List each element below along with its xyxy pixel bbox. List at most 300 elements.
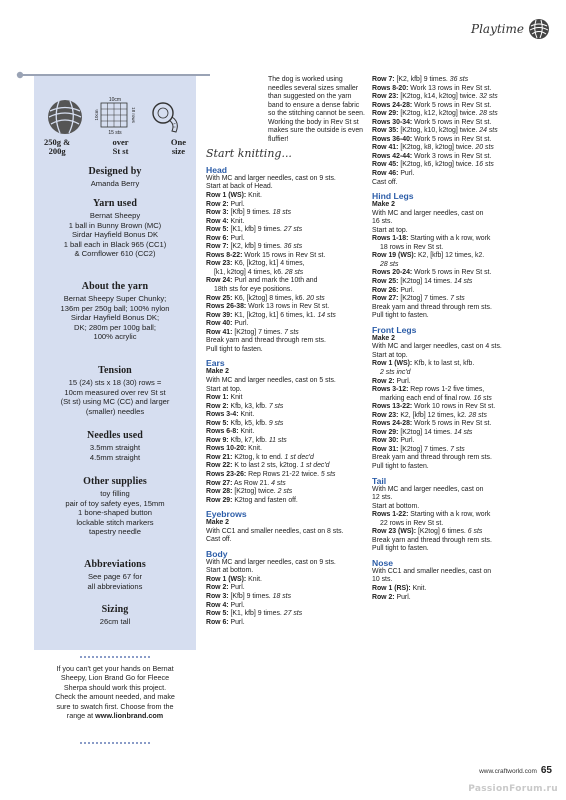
row-label: Row 3:: [206, 209, 229, 217]
row-instruction: [K2tog, k10, k2tog] twice.: [398, 127, 480, 135]
tension-section: [38, 365, 192, 416]
row-instruction: With MC and larger needles, cast on: [372, 209, 484, 217]
row-instruction: Work 10 rows in Rev St st.: [412, 403, 496, 411]
section-line: 10cm measured over rev St st: [64, 387, 166, 397]
row-label: Row 1:: [206, 394, 229, 402]
stitch-count: 18 sts: [272, 209, 292, 217]
section-line: tapestry needle: [89, 527, 141, 537]
row-label: Row 6:: [206, 234, 229, 242]
section-body: [38, 443, 192, 462]
section-line: 15 (24) sts x 18 (30) rows =: [68, 378, 162, 387]
row-instruction: Rep rows 1-2 five times,: [408, 386, 485, 394]
row-label: Rows 36-40:: [372, 135, 413, 143]
pattern-line: [206, 320, 366, 329]
row-label: Rows 30-34:: [372, 118, 413, 126]
section-body: [38, 294, 192, 342]
row-instruction: [K1, kfb] 9 times.: [228, 226, 284, 234]
row-label: Row 3:: [206, 592, 229, 600]
row-label: Row 7:: [372, 76, 395, 83]
row-label: Row 31:: [372, 445, 399, 453]
abbreviations-section: [38, 559, 192, 591]
section-line: 3.5mm straight: [89, 443, 141, 452]
stitch-count: 7 sts: [268, 402, 284, 410]
page-footer: [479, 765, 552, 776]
pattern-line: [206, 403, 366, 412]
pattern-line: [206, 462, 366, 471]
pattern-line: [206, 593, 366, 602]
row-instruction: Purl and mark the 10th and: [232, 277, 318, 285]
section-line: 1 ball in Bunny Brown (MC): [68, 220, 162, 230]
pattern-line: [206, 602, 366, 611]
row-label: Row 22:: [206, 462, 233, 470]
pattern-line: [206, 329, 366, 338]
make-count: Make 2: [372, 201, 395, 209]
row-instruction: [K2tog] 14 times.: [398, 428, 454, 436]
pattern-column-2: [372, 76, 552, 602]
row-instruction: 10 sts.: [372, 576, 393, 584]
substitution-note: [34, 664, 196, 720]
pattern-line: [372, 76, 552, 85]
row-label: Row 23:: [372, 411, 399, 419]
pattern-line: [372, 545, 552, 554]
row-instruction: With MC and larger needles, cast on: [372, 485, 484, 493]
stitch-count: 27 sts: [283, 226, 303, 234]
gauge-square-icon: [89, 94, 141, 136]
row-instruction: [Kfb] 9 times.: [228, 592, 273, 600]
page-number: 65: [540, 765, 552, 776]
yarn-ball-icon: [46, 98, 84, 136]
section-line: 4.5mm straight: [89, 452, 141, 462]
divider-top: [80, 656, 150, 659]
row-label: Row 2:: [206, 402, 229, 410]
row-label: Row 39:: [206, 311, 233, 319]
row-instruction: Work 5 rows in Rev St st.: [412, 118, 492, 126]
stitch-count: 28 sts: [479, 110, 498, 118]
pattern-line: [372, 528, 552, 537]
knitting-needle-icon: [14, 71, 210, 79]
stitch-count: 36 sts: [449, 76, 469, 83]
row-instruction: As Row 21.: [232, 479, 272, 487]
row-label: Row 28:: [206, 488, 233, 496]
row-label: Rows 42-44:: [372, 152, 413, 160]
row-instruction: Break yarn and thread through rem sts.: [206, 337, 326, 345]
pattern-line: [206, 269, 366, 278]
row-label: Row 4:: [206, 601, 229, 609]
pattern-line: [372, 304, 552, 313]
pattern-line: [372, 85, 552, 94]
sizing-section: [38, 604, 192, 627]
section-body: [38, 179, 192, 189]
row-instruction: Kfb, k3, kfb.: [228, 402, 269, 410]
row-instruction: marking each end of final row.: [380, 394, 474, 402]
row-instruction: Work 5 rows in Rev St st.: [412, 135, 492, 143]
stitch-count: 2 sts inc'd: [380, 368, 411, 376]
section-title: Other supplies: [83, 476, 147, 487]
row-instruction: Purl.: [398, 286, 415, 294]
pattern-line: [372, 463, 552, 472]
divider-bottom: [80, 742, 150, 745]
pattern-line: [372, 594, 552, 603]
row-instruction: With MC and larger needles, cast on 9 sts.: [206, 174, 336, 182]
row-instruction: Purl.: [232, 320, 249, 328]
pattern-line: [372, 153, 552, 162]
row-label: Rows 13-22:: [372, 403, 413, 411]
pattern-line: [372, 454, 552, 463]
pattern-line: [372, 446, 552, 455]
row-label: Rows 8-20:: [372, 84, 409, 92]
pattern-line: [206, 394, 366, 403]
other-supplies-section: [38, 476, 192, 537]
row-instruction: With CC1 and smaller needles, cast on: [372, 567, 492, 575]
row-instruction: Purl.: [398, 170, 415, 178]
section-line: all abbreviations: [87, 581, 143, 591]
row-instruction: K2tog and fasten off.: [232, 496, 298, 504]
row-instruction: Start at back of Head.: [206, 183, 273, 191]
pattern-heading: Ears: [206, 358, 225, 369]
pattern-line: [206, 584, 366, 593]
row-instruction: Start at top.: [372, 351, 408, 359]
row-label: Row 25:: [206, 294, 233, 302]
intro-text: The dog is worked using needles several sizes smaller than suggested on the yarn band to ensure a dense fabric so the stitching cannot be seen. Working the body in Rev St st makes sure the outside is even fluffier!: [268, 76, 365, 143]
pattern-line: [206, 567, 366, 576]
row-instruction: Kfb, k7, kfb.: [228, 436, 269, 444]
pattern-line: [206, 420, 366, 429]
row-instruction: Purl.: [228, 200, 245, 208]
stitch-count: 28 sts: [284, 268, 304, 276]
pattern-line: [372, 127, 552, 136]
section-title: Abbreviations: [84, 559, 146, 570]
tape-measure-icon: [146, 98, 184, 136]
section-title: Designed by: [88, 166, 142, 177]
stitch-count: 20 sts: [306, 294, 325, 302]
row-instruction: Knit: [228, 394, 243, 402]
section-line: 100% acrylic: [93, 332, 137, 342]
section-line: See page 67 for: [87, 572, 143, 581]
section-line: Bernat Sheepy Super Chunky;: [63, 294, 167, 303]
note-line: range at: [66, 711, 96, 721]
section-line: Sirdar Hayfield Bonus DK: [71, 230, 159, 240]
row-instruction: K to last 2 sts, k2tog.: [232, 462, 301, 470]
pattern-heading: Hind Legs: [372, 191, 414, 202]
section-line: 136m per 250g ball; 100% nylon: [60, 303, 170, 313]
row-instruction: 16 sts.: [372, 218, 393, 226]
section-title: Sizing: [101, 604, 129, 615]
section-line: Sirdar Hayfield Bonus DK;: [70, 313, 160, 323]
row-instruction: 18th sts for eye positions.: [214, 286, 293, 294]
note-line: sure to swatch first. Choose from the: [56, 701, 174, 711]
row-instruction: Pull tight to fasten.: [372, 462, 429, 470]
make-count: Make 2: [206, 519, 229, 527]
svg-text:15 sts: 15 sts: [108, 130, 122, 136]
row-label: Row 9:: [206, 436, 229, 444]
row-instruction: [K2tog] twice.: [232, 488, 278, 496]
section-body: [38, 211, 192, 259]
row-instruction: K2tog, k to end.: [232, 453, 285, 461]
pattern-line: [372, 494, 552, 503]
row-instruction: Break yarn and thread through rem sts.: [372, 536, 492, 544]
stitch-count: 14 sts: [317, 311, 336, 319]
row-label: Row 30:: [372, 437, 399, 445]
stitch-count: 20 sts: [475, 144, 494, 152]
row-instruction: Purl.: [228, 584, 245, 592]
section-line: 26cm tall: [99, 617, 131, 626]
brand-name: Playtime: [471, 22, 524, 36]
note-line: If you can't get your hands on Bernat: [56, 664, 174, 673]
section-line: toy filling: [100, 489, 130, 498]
pattern-heading: Tail: [372, 475, 387, 486]
row-label: Row 5:: [206, 419, 229, 427]
row-instruction: K1, [k2tog, k1] 6 times, k1.: [232, 311, 318, 319]
row-label: Row 2:: [372, 593, 395, 601]
row-label: Row 2:: [206, 584, 229, 592]
spec-size: One size: [170, 137, 186, 156]
section-line: & Cornflower 610 (CC2): [74, 249, 156, 259]
row-label: Row 1 (WS):: [372, 360, 413, 368]
row-instruction: Break yarn and thread through rem sts.: [372, 454, 492, 462]
row-instruction: Knit.: [228, 217, 245, 225]
section-line: 1 bone-shaped button: [78, 508, 152, 518]
pattern-line: [372, 218, 552, 227]
section-line: Bernat Sheepy: [89, 211, 141, 220]
pattern-heading: Head: [206, 164, 228, 175]
pattern-line: [206, 226, 366, 235]
section-body: [38, 489, 192, 537]
row-instruction: Cast off.: [206, 536, 232, 544]
row-label: Rows 23-26:: [206, 470, 247, 478]
row-label: Row 1 (RS):: [372, 584, 411, 592]
section-title: About the yarn: [81, 281, 149, 292]
pattern-line: [372, 144, 552, 153]
row-instruction: Knit.: [238, 411, 255, 419]
row-instruction: [K2tog] 14 times.: [398, 278, 454, 286]
row-label: Rows 26-38:: [206, 303, 247, 311]
pattern-line: [206, 536, 366, 545]
pattern-line: [372, 261, 552, 270]
row-label: Row 41:: [206, 328, 233, 336]
row-label: Row 2:: [206, 200, 229, 208]
section-line: 1 ball each in Black 965 (CC1): [63, 239, 167, 249]
section-body: [38, 572, 192, 591]
section-title: Tension: [98, 365, 132, 376]
pattern-column-1: [206, 76, 366, 627]
row-instruction: Start at top.: [206, 385, 242, 393]
pattern-heading: Body: [206, 548, 228, 559]
row-label: Row 27:: [372, 295, 399, 303]
row-instruction: Pull tight to fasten.: [372, 545, 429, 553]
pattern-line: [206, 346, 366, 355]
stitch-count: 28 sts: [468, 411, 487, 419]
stitch-count: 16 sts: [473, 394, 492, 402]
pattern-line: [206, 386, 366, 395]
pattern-line: [206, 437, 366, 446]
row-instruction: [K2tog, k6, k2tog] twice.: [398, 161, 476, 169]
svg-text:10cm: 10cm: [94, 109, 99, 121]
pattern-line: [372, 576, 552, 585]
pattern-line: [372, 210, 552, 219]
pattern-line: [372, 170, 552, 179]
pattern-line: [372, 343, 552, 352]
row-instruction: 18 rows in Rev St st.: [380, 243, 444, 251]
pattern-heading: Front Legs: [372, 324, 417, 335]
stitch-count: 36 sts: [283, 243, 303, 251]
footer-url: www.craftworld.com: [479, 768, 537, 775]
section-title: Yarn used: [93, 198, 137, 209]
pattern-line: [372, 585, 552, 594]
stitch-count: 2 sts: [277, 488, 293, 496]
row-label: Row 23 (WS):: [372, 528, 417, 536]
stitch-count: 5 sts: [320, 470, 336, 478]
note-line: Sherpa should work this project.: [63, 682, 167, 692]
make-count: Make 2: [372, 334, 395, 342]
pattern-line: [206, 411, 366, 420]
pattern-line: [372, 395, 552, 404]
row-label: Row 46:: [372, 170, 399, 178]
spec-gauge: over St st: [112, 137, 129, 156]
row-instruction: Cast off.: [372, 178, 398, 186]
row-instruction: Rep Rows 21-22 twice.: [246, 470, 321, 478]
make-count: Make 2: [206, 368, 229, 376]
stitch-count: 1 st dec'd: [300, 462, 330, 470]
pattern-line: [206, 480, 366, 489]
row-label: Row 29:: [206, 496, 233, 504]
svg-text:18 rows: 18 rows: [131, 107, 136, 123]
row-label: Rows 3-12:: [372, 386, 409, 394]
row-label: Rows 20-24:: [372, 269, 413, 277]
section-line: (St st) using MC (CC) and larger: [60, 397, 170, 407]
pattern-line: [372, 269, 552, 278]
row-label: Row 21:: [206, 453, 233, 461]
pattern-line: [206, 619, 366, 628]
row-label: Row 23:: [372, 93, 399, 101]
row-label: Row 25:: [372, 278, 399, 286]
row-instruction: [K2tog, k14, k2tog] twice.: [398, 93, 480, 101]
pattern-line: [206, 243, 366, 252]
pattern-line: [206, 497, 366, 506]
pattern-line: [206, 209, 366, 218]
stitch-count: 32 sts: [479, 93, 498, 101]
row-instruction: Starting with a k row, work: [408, 235, 491, 243]
stitch-count: 16 sts: [475, 161, 494, 169]
designed-by-section: [38, 166, 192, 189]
row-instruction: Work 5 rows in Rev St st.: [412, 101, 492, 109]
row-label: Row 1 (WS):: [206, 192, 247, 200]
row-instruction: 12 sts.: [372, 494, 393, 502]
note-line: Check the amount needed, and make: [55, 692, 175, 702]
pattern-line: [372, 295, 552, 304]
pattern-line: [206, 218, 366, 227]
pattern-line: [206, 201, 366, 210]
row-instruction: Purl.: [394, 377, 411, 385]
stitch-count: 1 st dec'd: [284, 453, 314, 461]
yarn-ball-icon: [528, 18, 550, 40]
watermark: PassionForum.ru: [468, 784, 558, 794]
pattern-line: [372, 511, 552, 520]
row-label: Row 23:: [206, 260, 233, 268]
lionbrand-link[interactable]: www.lionbrand.com: [95, 711, 164, 721]
pattern-line: [372, 352, 552, 361]
row-label: Row 41:: [372, 144, 399, 152]
pattern-line: [372, 360, 552, 369]
row-instruction: [K2tog] 7 times.: [398, 445, 451, 453]
row-instruction: Purl.: [228, 601, 245, 609]
stitch-count: 24 sts: [479, 127, 498, 135]
needles-section: [38, 430, 192, 462]
row-label: Row 29:: [372, 428, 399, 436]
pattern-line: [206, 277, 366, 286]
pattern-line: [372, 386, 552, 395]
row-instruction: [K2tog] 7 times.: [232, 328, 285, 336]
row-instruction: [K2tog, k12, k2tog] twice.: [398, 110, 480, 118]
row-instruction: Pull tight to fasten.: [372, 312, 429, 320]
pattern-line: [206, 260, 366, 269]
row-instruction: [K2tog] 6 times.: [416, 528, 468, 536]
pattern-line: [372, 119, 552, 128]
row-label: Rows 24-28:: [372, 420, 413, 428]
row-instruction: [K1, kfb] 9 times.: [228, 610, 284, 618]
row-instruction: Knit.: [246, 575, 262, 583]
row-label: Row 5:: [206, 226, 229, 234]
pattern-line: [206, 235, 366, 244]
section-line: (smaller) needles: [85, 406, 145, 416]
row-label: Row 1 (WS):: [206, 575, 247, 583]
row-instruction: K2, [kfb] 12 times, k2.: [416, 252, 485, 260]
row-instruction: Knit.: [410, 584, 427, 592]
row-instruction: Purl.: [228, 618, 245, 626]
row-instruction: With MC and larger needles, cast on 4 sts.: [372, 343, 502, 351]
stitch-count: 6 sts: [467, 528, 483, 536]
pattern-line: [206, 303, 366, 312]
row-instruction: Knit.: [246, 445, 262, 453]
row-instruction: With MC and larger needles, cast on 5 sts.: [206, 376, 336, 384]
pattern-line: [372, 244, 552, 253]
row-label: Row 5:: [206, 610, 229, 618]
row-label: Row 19 (WS):: [372, 252, 417, 260]
row-instruction: Kfb, k5, kfb.: [228, 419, 269, 427]
row-label: Row 35:: [372, 127, 399, 135]
pattern-line: [372, 537, 552, 546]
stitch-count: 7 sts: [450, 295, 465, 303]
row-instruction: With MC and larger needles, cast on 9 sts.: [206, 558, 336, 566]
stitch-count: 28 sts: [380, 260, 399, 268]
row-label: Rows 3-4:: [206, 411, 239, 419]
row-instruction: [Kfb] 9 times.: [228, 209, 273, 217]
pattern-line: [206, 337, 366, 346]
row-instruction: [K2tog] 7 times.: [398, 295, 451, 303]
pattern-line: [372, 136, 552, 145]
row-instruction: Starting with a k row, work: [408, 511, 491, 519]
pattern-line: [206, 312, 366, 321]
pattern-line: [372, 102, 552, 111]
row-label: Row 29:: [372, 110, 399, 118]
section-line: pair of toy safety eyes, 15mm: [65, 498, 165, 508]
section-body: [38, 378, 192, 416]
row-instruction: Purl.: [228, 234, 245, 242]
pattern-line: [206, 252, 366, 261]
pattern-line: [372, 227, 552, 236]
note-line: Sheepy, Lion Brand Go for Fleece: [60, 673, 170, 683]
pattern-line: [372, 412, 552, 421]
row-instruction: [K2, kfb] 9 times.: [394, 76, 450, 83]
pattern-line: [372, 503, 552, 512]
pattern-line: [206, 183, 366, 192]
project-specs: [40, 92, 190, 156]
row-label: Row 4:: [206, 217, 229, 225]
pattern-line: [372, 93, 552, 102]
row-instruction: Start at bottom.: [206, 567, 254, 575]
row-instruction: K6, [k2tog] 8 times, k6.: [232, 294, 307, 302]
row-label: Row 6:: [206, 618, 229, 626]
pattern-line: [372, 110, 552, 119]
